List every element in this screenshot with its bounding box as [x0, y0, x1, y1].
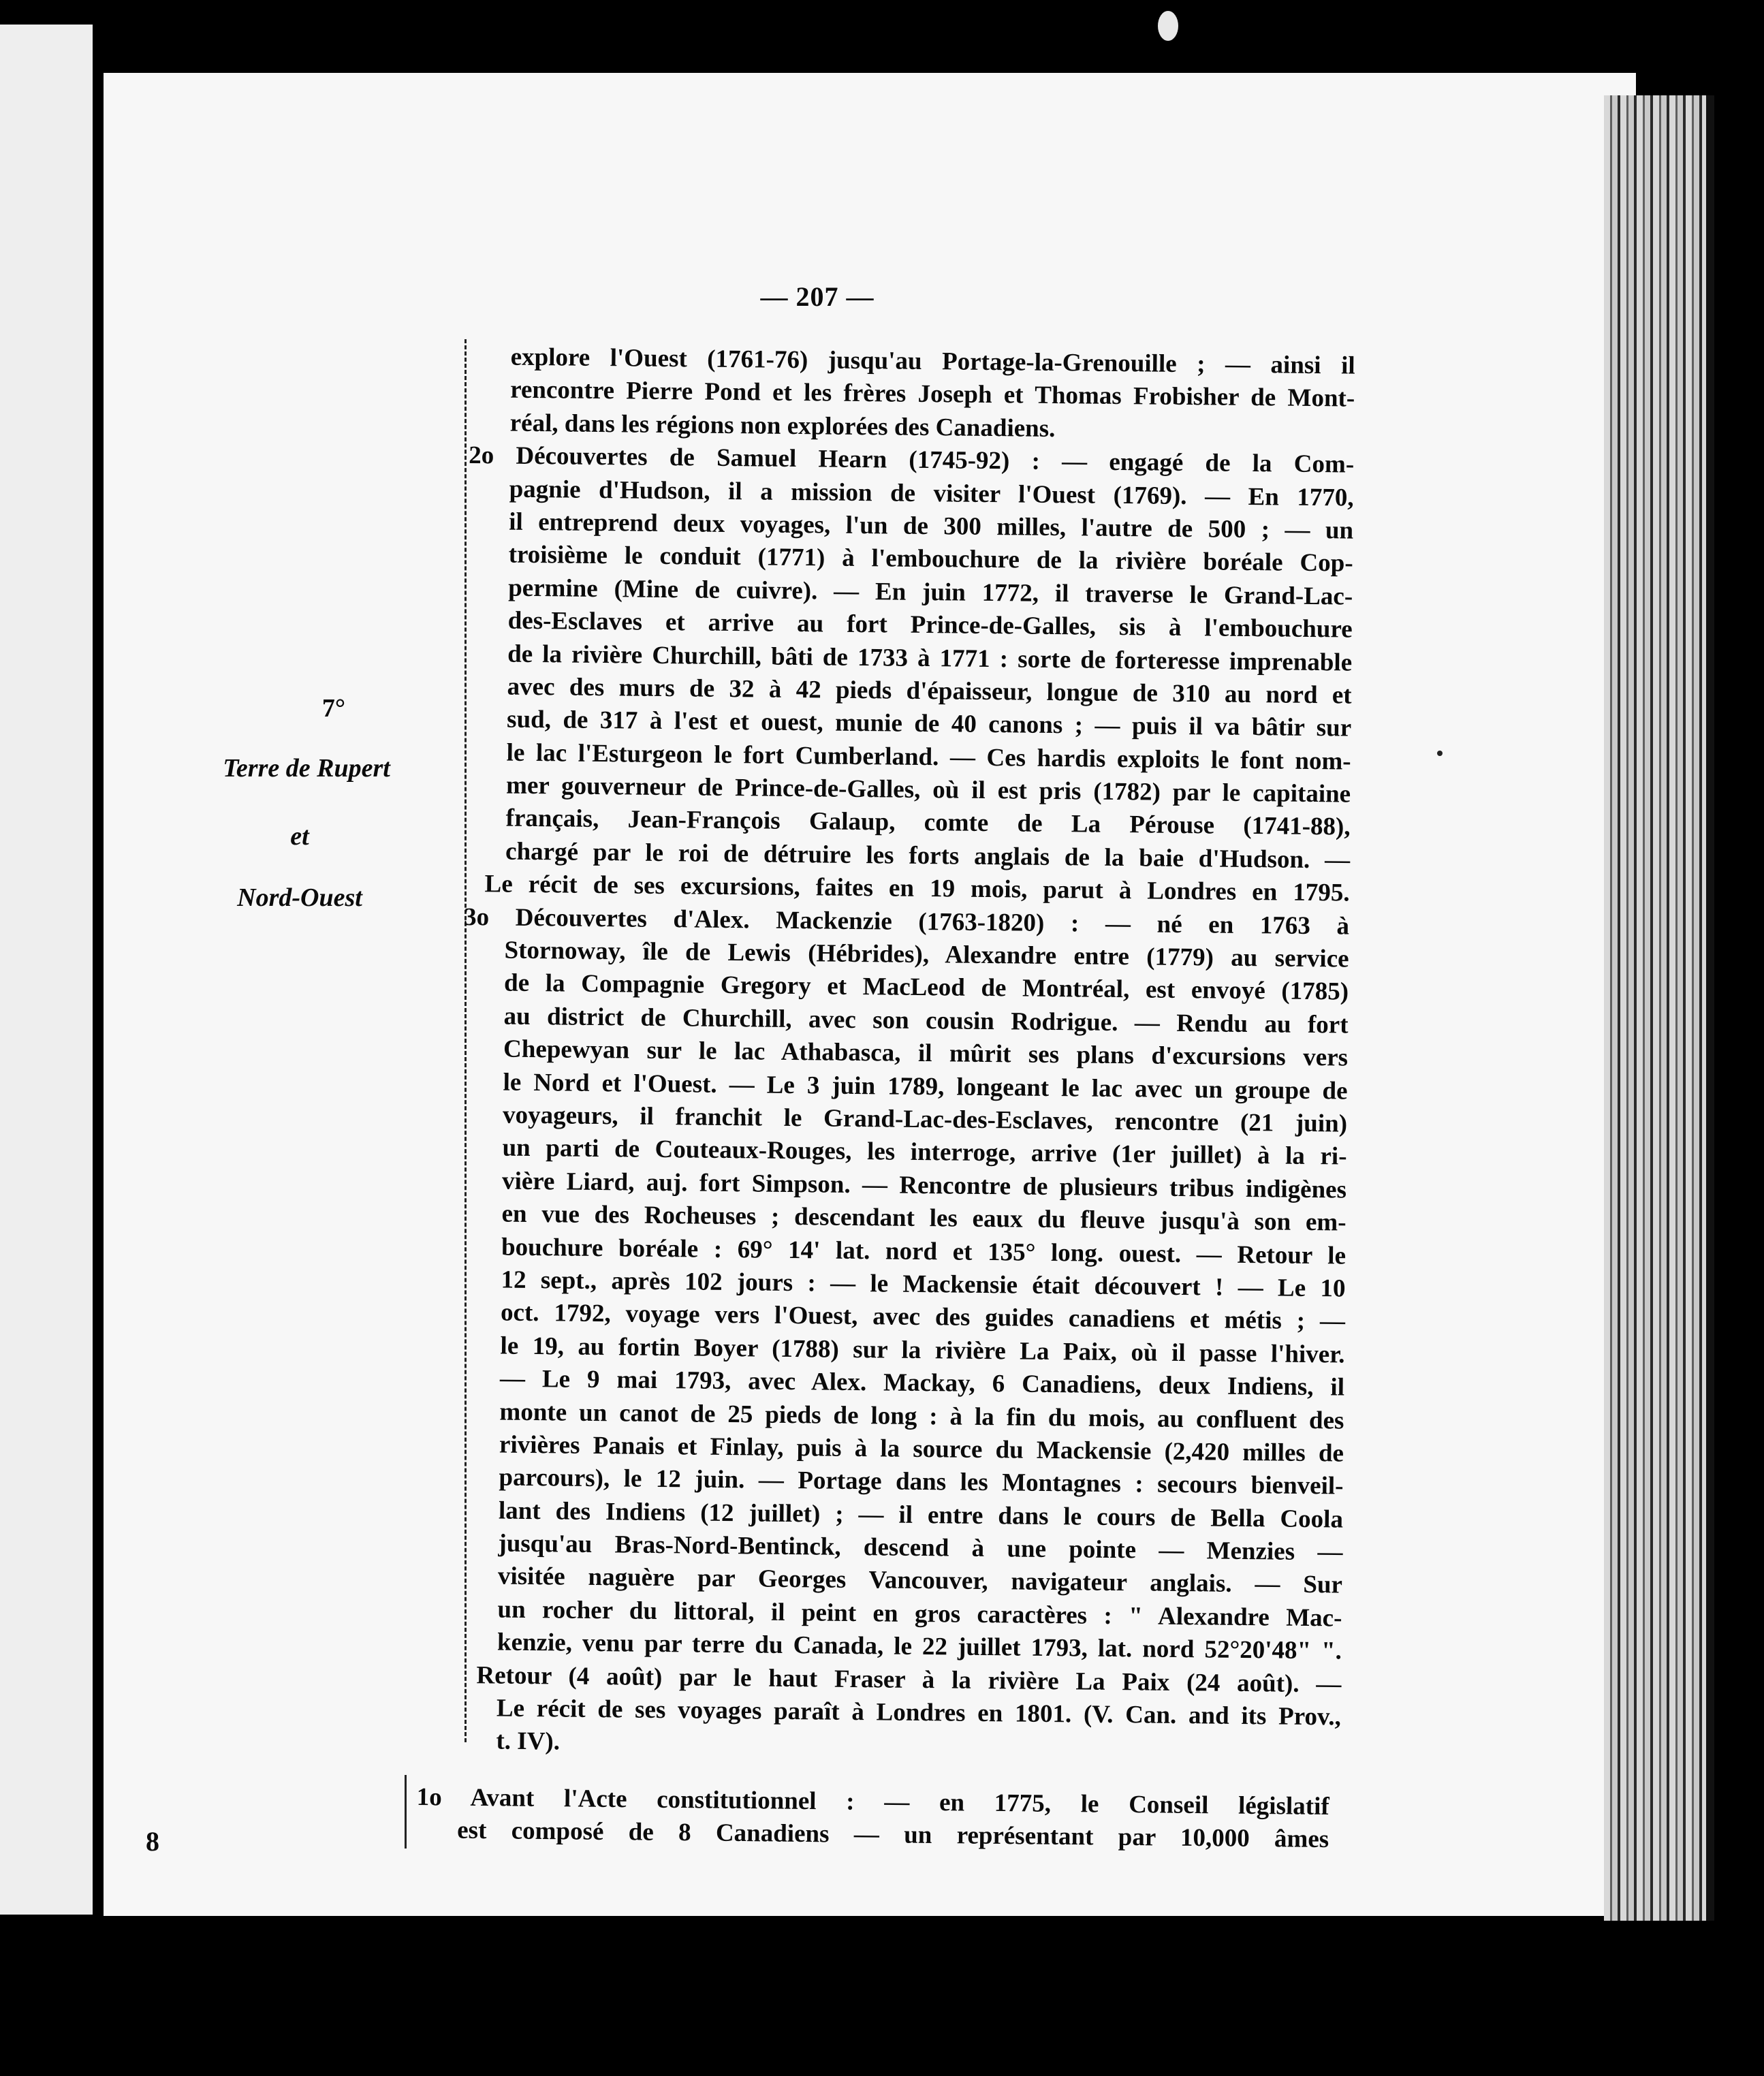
- text-line: Le récit de ses voyages paraît à Londres en 1801. (V. Can. and its Prov.,: [496, 1694, 1342, 1731]
- margin-number: 7°: [321, 694, 346, 723]
- text-line: bouchure boréale : 69° 14' lat. nord et 135° long. ouest. — Retour le: [501, 1233, 1346, 1270]
- text-line: lant des Indiens (12 juillet) ; — il entre dans le cours de Bella Coola: [498, 1496, 1344, 1534]
- text-line: un rocher du littoral, il peint en gros caractères : " Alexandre Mac-: [497, 1595, 1342, 1633]
- page-edge-shadow: [1706, 95, 1714, 1921]
- text-line: kenzie, venu par terre du Canada, le 22 juillet 1793, lat. nord 52°20'48" ".: [497, 1628, 1342, 1665]
- text-line: 3o Découvertes d'Alex. Mackenzie (1763-1820) : — né en 1763 à: [463, 902, 1350, 941]
- text-line: de la Compagnie Gregory et MacLeod de Montréal, est envoyé (1785): [503, 969, 1349, 1006]
- text-line: mer gouverneur de Prince-de-Galles, où il est pris (1782) par le capitaine: [505, 771, 1351, 808]
- text-line: voyageurs, il franchit le Grand-Lac-des-Esclaves, rencontre (21 juin): [502, 1101, 1348, 1138]
- margin-brace-section2: [405, 1775, 407, 1849]
- text-line: Stornoway, île de Lewis (Hébrides), Alexandre entre (1779) au service: [504, 936, 1349, 973]
- text-line: oct. 1792, voyage vers l'Ouest, avec des guides canadiens et métis ; —: [500, 1298, 1346, 1336]
- text-line: Chepewyan sur le lac Athabasca, il mûrit ses plans d'excursions vers: [503, 1035, 1349, 1072]
- text-line: des-Esclaves et arrive au fort Prince-de-Galles, sis à l'embouchure: [507, 606, 1353, 644]
- text-line: 2o Découvertes de Samuel Hearn (1745-92) : — engagé de la Com-: [469, 441, 1355, 479]
- text-line: Le récit de ses excursions, faites en 19 mois, parut à Londres en 1795.: [484, 870, 1350, 907]
- margin-title-line2: et: [290, 822, 309, 851]
- text-line: Retour (4 août) par le haut Fraser à la rivière La Paix (24 août). —: [476, 1661, 1342, 1699]
- scan-spot: [1158, 11, 1178, 41]
- main-text-block: [455, 341, 1355, 1767]
- text-line: monte un canot de 25 pieds de long : à la fin du mois, au confluent des: [499, 1398, 1344, 1435]
- text-line: le 19, au fortin Boyer (1788) sur la rivière La Paix, où il passe l'hiver.: [500, 1332, 1345, 1369]
- text-line: 12 sept., après 102 jours : — le Mackensie était découvert ! — Le 10: [501, 1265, 1346, 1303]
- ink-dot: [1437, 751, 1443, 756]
- text-line: français, Jean-François Galaup, comte de La Pérouse (1741-88),: [505, 804, 1351, 842]
- text-line: permine (Mine de cuivre). — En juin 1772, il traverse le Grand-Lac-: [507, 573, 1353, 611]
- text-line: troisième le conduit (1771) à l'embouchure de la rivière boréale Cop-: [508, 540, 1353, 578]
- text-line: jusqu'au Bras-Nord-Bentinck, descend à une pointe — Menzies —: [498, 1529, 1343, 1567]
- text-line: au district de Churchill, avec son cousin Rodrigue. — Rendu au fort: [503, 1002, 1349, 1039]
- margin-title-line3: Nord-Ouest: [237, 883, 362, 912]
- left-page-strip: [0, 25, 93, 1915]
- text-line: en vue des Rocheuses ; descendant les eaux du fleuve jusqu'à son em-: [501, 1199, 1346, 1237]
- text-line: explore l'Ouest (1761-76) jusqu'au Portage-la-Grenouille ; — ainsi il: [510, 343, 1355, 380]
- text-line: le lac l'Esturgeon le fort Cumberland. — Ces hardis exploits le font nom-: [506, 738, 1351, 776]
- text-line: t. IV).: [496, 1727, 561, 1756]
- text-line: rivières Panais et Finlay, puis à la source du Mackensie (2,420 milles de: [499, 1430, 1344, 1468]
- text-line: le Nord et l'Ouest. — Le 3 juin 1789, longeant le lac avec un groupe de: [503, 1068, 1348, 1105]
- text-line: — Le 9 mai 1793, avec Alex. Mackay, 6 Canadiens, deux Indiens, il: [499, 1364, 1345, 1402]
- text-line: pagnie d'Hudson, il a mission de visiter l'Ouest (1769). — En 1770,: [509, 475, 1354, 512]
- text-line: parcours), le 12 juin. — Portage dans les Montagnes : secours bienveil-: [499, 1463, 1344, 1500]
- text-line: sud, de 317 à l'est et ouest, munie de 40 canons ; — puis il va bâtir sur: [506, 705, 1352, 742]
- text-line: il entreprend deux voyages, l'un de 300 milles, l'autre de 500 ; — un: [509, 507, 1354, 545]
- text-line: réal, dans les régions non explorées des Canadiens.: [509, 409, 1056, 443]
- text-line: chargé par le roi de détruire les forts anglais de la baie d'Hudson. —: [505, 837, 1351, 875]
- page-folio: — 207 —: [760, 281, 875, 312]
- margin-number-8: 8: [146, 1826, 159, 1857]
- margin-title-line1: Terre de Rupert: [223, 754, 390, 783]
- text-line: visitée naguère par Georges Vancouver, navigateur anglais. — Sur: [497, 1562, 1343, 1599]
- text-line: vière Liard, auj. fort Simpson. — Rencontre de plusieurs tribus indigènes: [501, 1167, 1347, 1204]
- text-line: est composé de 8 Canadiens — un représentant par 10,000 âmes: [457, 1816, 1329, 1854]
- left-page-gutter: [93, 25, 104, 1915]
- text-line: un parti de Couteaux-Rouges, les interroge, arrive (1er juillet) à la ri-: [502, 1133, 1347, 1171]
- text-line: 1o Avant l'Acte constitutionnel : — en 1775, le Conseil législatif: [416, 1782, 1329, 1821]
- section2-text-block: [416, 1781, 1329, 1857]
- text-line: de la rivière Churchill, bâti de 1733 à 1771 : sorte de forteresse imprenable: [507, 640, 1353, 677]
- page-edges: [1604, 95, 1706, 1921]
- text-line: avec des murs de 32 à 42 pieds d'épaisseur, longue de 310 au nord et: [507, 672, 1352, 710]
- text-line: rencontre Pierre Pond et les frères Joseph et Thomas Frobisher de Mont-: [510, 376, 1355, 413]
